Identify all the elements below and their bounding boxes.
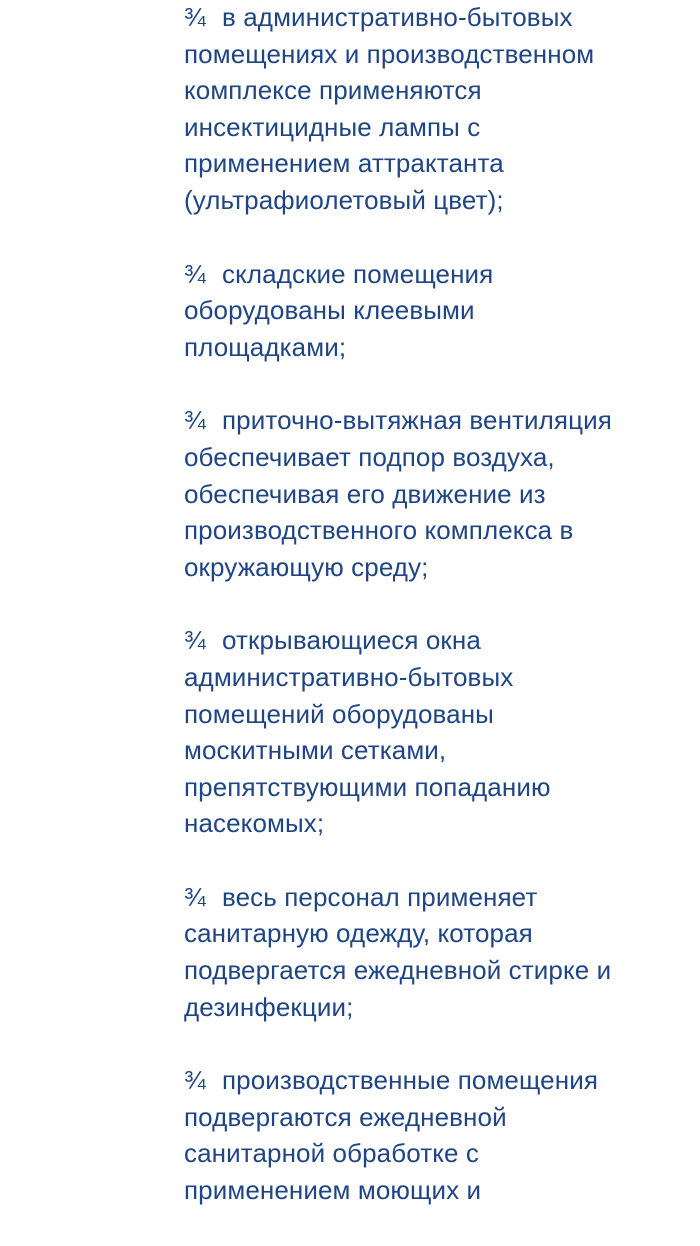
list-item-line: применением моющих и [184,1175,482,1206]
list-item-line: площадками; [184,331,347,362]
list-item-line: помещениях и производственном [184,38,595,69]
list-item-text: открывающиеся окна [222,625,481,656]
list-item-text: в административно-бытовых [222,2,573,32]
list-item-line: подвергаются ежедневной [184,1101,507,1132]
list-item-line: дезинфекции; [184,991,354,1022]
document-body [184,0,684,1246]
list-item-line: насекомых; [184,808,325,839]
list-item [184,1062,684,1208]
list-item-line: (ультрафиолетовый цвет); [184,184,504,215]
list-item-line: применением аттрактанта [184,148,504,179]
list-item-line [184,402,684,439]
list-item-line: подвергается ежедневной стирке и [184,955,612,986]
list-item-line: оборудованы клеевыми [184,295,475,326]
list-item [184,879,684,1025]
list-item-line: инсектицидные лампы с [184,111,481,142]
bullet-marker: ¾ [184,881,206,912]
list-item [184,622,684,842]
bullet-marker: ¾ [184,1065,206,1096]
list-item-line: комплексе применяются [184,75,482,106]
bullet-marker: ¾ [184,625,206,656]
list-item-line [184,1062,684,1099]
list-item-line: производственного комплекса в [184,515,574,546]
list-item-line: санитарной обработке с [184,1138,479,1169]
list-item-line: препятствующими попаданию [184,771,551,802]
list-item [184,402,684,585]
list-item-line [184,0,684,36]
list-item-line: санитарную одежду, которая [184,918,533,949]
list-item-line: обеспечивая его движение из [184,478,546,509]
bullet-marker: ¾ [184,2,206,32]
list-item-text: производственные помещения [222,1065,598,1096]
list-item-line: помещений оборудованы [184,698,494,729]
bullet-marker: ¾ [184,405,206,436]
list-item-line [184,879,684,916]
list-item-line: москитными сетками, [184,735,447,766]
list-item [184,256,684,366]
list-item-text: складские помещения [222,258,494,289]
list-item-line [184,622,684,659]
list-item-text: приточно-вытяжная вентиляция [222,405,612,436]
list-item-text: весь персонал применяет [222,881,538,912]
bullet-marker: ¾ [184,258,206,289]
list-item [184,0,684,219]
list-item-line [184,256,684,293]
list-item-line: обеспечивает подпор воздуха, [184,441,555,472]
list-item-line: административно-бытовых [184,661,514,692]
list-item-line: окружающую среду; [184,551,429,582]
